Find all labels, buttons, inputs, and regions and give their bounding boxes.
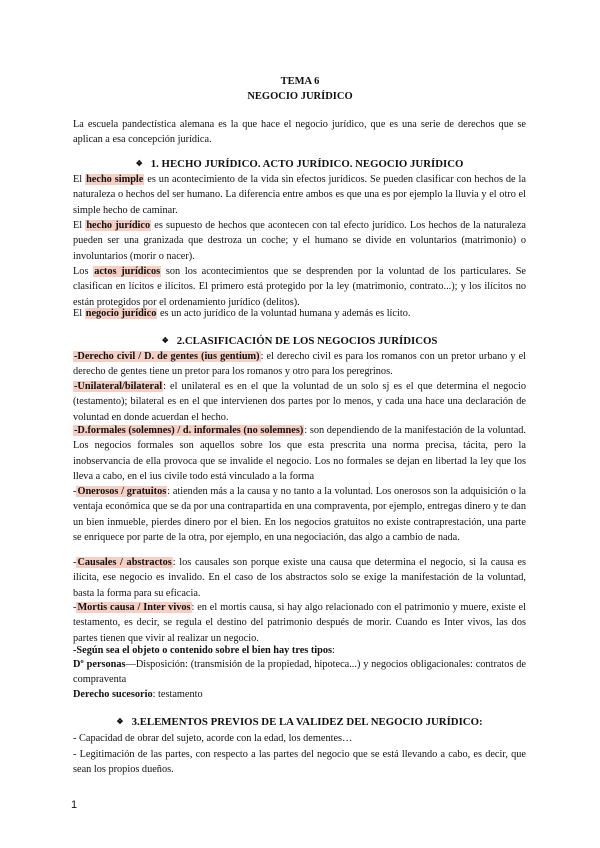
section-1-heading-text: 1. HECHO JURÍDICO. ACTO JURÍDICO. NEGOCIO JURÍDICO <box>150 158 464 170</box>
paragraph-unilateral: -Unilateral/bilateral: el unilateral es en el que la voluntad de un solo sj es el que determina el negocio (testamento); bilateral es en el que intervienen dos partes por lo menos, y cada una hace una declaración de voluntad en donde acuerdan el hecho. <box>73 381 526 423</box>
term-causales: Causales / abstractos <box>77 557 172 568</box>
term-objeto: -Según sea el objeto o contenido sobre el bien hay tres tipos <box>73 645 333 656</box>
document-subtitle: NEGOCIO JURÍDICO <box>247 91 353 102</box>
section-3-heading <box>73 715 526 730</box>
paragraph-onerosos: -Onerosos / gratuitos: atienden más a la causa y no tanto a la voluntad. Los onerosos son la adquisición o la ventaja económica que se da por una contrapartida en una compraventa, por ejemplo, entregas dinero y te dan un bien inmueble, pierdes dinero por el bien. En los negocios gratuitos no existe contraprestación, una parte se enriquece por parte de la otra, por ejemplo, en una negociación, das algo a cambio de nada. <box>73 486 527 544</box>
paragraph-sucesorio: Derecho sucesorio: testamento <box>73 689 203 700</box>
page-number: 1 <box>71 799 78 811</box>
paragraph-hecho-simple: El hecho simple es un acontecimiento de la vida sin efectos jurídicos. Se pueden clasificar con hechos de la naturaleza o hechos del ser humano. La diferencia entre ambos es que una es por ejemplo la lluvia y el otro el simple hecho de caminar. <box>73 174 526 216</box>
diamond-bullet-icon: ❖ <box>135 159 143 168</box>
list-item-legitimacion: - Legitimación de las partes, con respecto a las partes del negocio que se está llevando a cabo, es decir, que sean los propios dueños. <box>73 749 526 776</box>
paragraph-mortis-causa: -Mortis causa / Inter vivos: en el mortis causa, si hay algo relacionado con el patrimonio y muere, existe el testamento, es decir, se regula el destino del patrimonio después de morir. Cuando es Inter vivos, las dos partes tienen que vivir al realizar un negocio. <box>73 602 526 644</box>
section-2-heading-text: 2.CLASIFICACIÓN DE LOS NEGOCIOS JURÍDICOS <box>176 335 438 347</box>
intro-paragraph: La escuela pandectística alemana es la que hace el negocio jurídico, que es una serie de derechos que se aplican a esa concepción jurídica. <box>73 119 526 146</box>
section-1-heading <box>73 157 526 172</box>
diamond-bullet-icon: ❖ <box>161 336 169 345</box>
term-actos-juridicos: actos jurídicos <box>94 266 161 277</box>
term-mortis-causa: Mortis causa / Inter vivos <box>77 602 191 613</box>
document-title: TEMA 6 <box>280 76 320 87</box>
term-derecho-civil: -Derecho civil / D. de gentes (ius gentium) <box>74 351 260 362</box>
term-formales: -D.formales (solemnes) / d. informales (no solemnes) <box>74 425 304 436</box>
paragraph-objeto: -Según sea el objeto o contenido sobre el bien hay tres tipos: <box>73 645 335 656</box>
term-hecho-juridico: hecho jurídico <box>86 220 151 231</box>
section-3-heading-text: 3.ELEMENTOS PREVIOS DE LA VALIDEZ DEL NEGOCIO JURÍDICO: <box>131 716 483 728</box>
term-unilateral: -Unilateral/bilateral <box>74 381 163 392</box>
paragraph-causales: -Causales / abstractos: los causales son porque existe una causa que determina el negocio, si la causa es ilícita, ese negocio es invalido. En el caso de los abstractos solo se exige la manifestación de la voluntad, basta la forma para su eficacia. <box>73 557 526 599</box>
paragraph-actos-juridicos: Los actos jurídicos son los acontecimientos que se desprenden por la voluntad de los particulares. Se clasifican en lícitos e ilícitos. El primero está protegido por la ley (matrimonio, contrato...); y los ilícitos no están protegidos por el ordenamiento jurídico (delitos). <box>73 266 526 308</box>
paragraph-hecho-juridico: El hecho jurídico es supuesto de hechos que acontecen con tal efecto jurídico. Los hechos de la naturaleza pueden ser una granizada que destroza un coche; y el humano se divide en voluntarios (matrimonio) o involuntarios (morir o nacer). <box>73 220 526 262</box>
term-sucesorio: Derecho sucesorio <box>73 689 153 700</box>
term-personas: Dº personas <box>73 659 126 670</box>
paragraph-personas: Dº personas—Disposición: (transmisión de la propiedad, hipoteca...) y negocios obligacionales: contratos de compraventa <box>73 659 526 686</box>
term-onerosos: Onerosos / gratuitos <box>77 486 167 497</box>
term-hecho-simple: hecho simple <box>86 174 144 185</box>
paragraph-derecho-civil: -Derecho civil / D. de gentes (ius gentium): el derecho civil es para los romanos con un pretor urbano y el derecho de gentes tiene un pretor para los romanos y otro para los peregrinos. <box>73 351 526 378</box>
paragraph-negocio-juridico: El negocio jurídico es un acto jurídico de la voluntad humana y además es lícito. <box>73 308 411 319</box>
term-negocio-juridico: negocio jurídico <box>85 308 157 319</box>
list-item-capacidad: - Capacidad de obrar del sujeto, acorde con la edad, los dementes… <box>73 733 353 744</box>
diamond-bullet-icon: ❖ <box>116 717 124 726</box>
section-2-heading <box>73 334 526 349</box>
paragraph-formales: -D.formales (solemnes) / d. informales (no solemnes): son dependiendo de la manifestación de la voluntad. Los negocios formales son aquellos sobre los que esta prescrita una norma precisa, tácita, pero la inobservancia de ella provoca que se invalide el negocio. Los no formales se dejan en libertad la ley que los lleva a cabo, en el ius civile todo está vinculado a la forma <box>73 425 526 483</box>
